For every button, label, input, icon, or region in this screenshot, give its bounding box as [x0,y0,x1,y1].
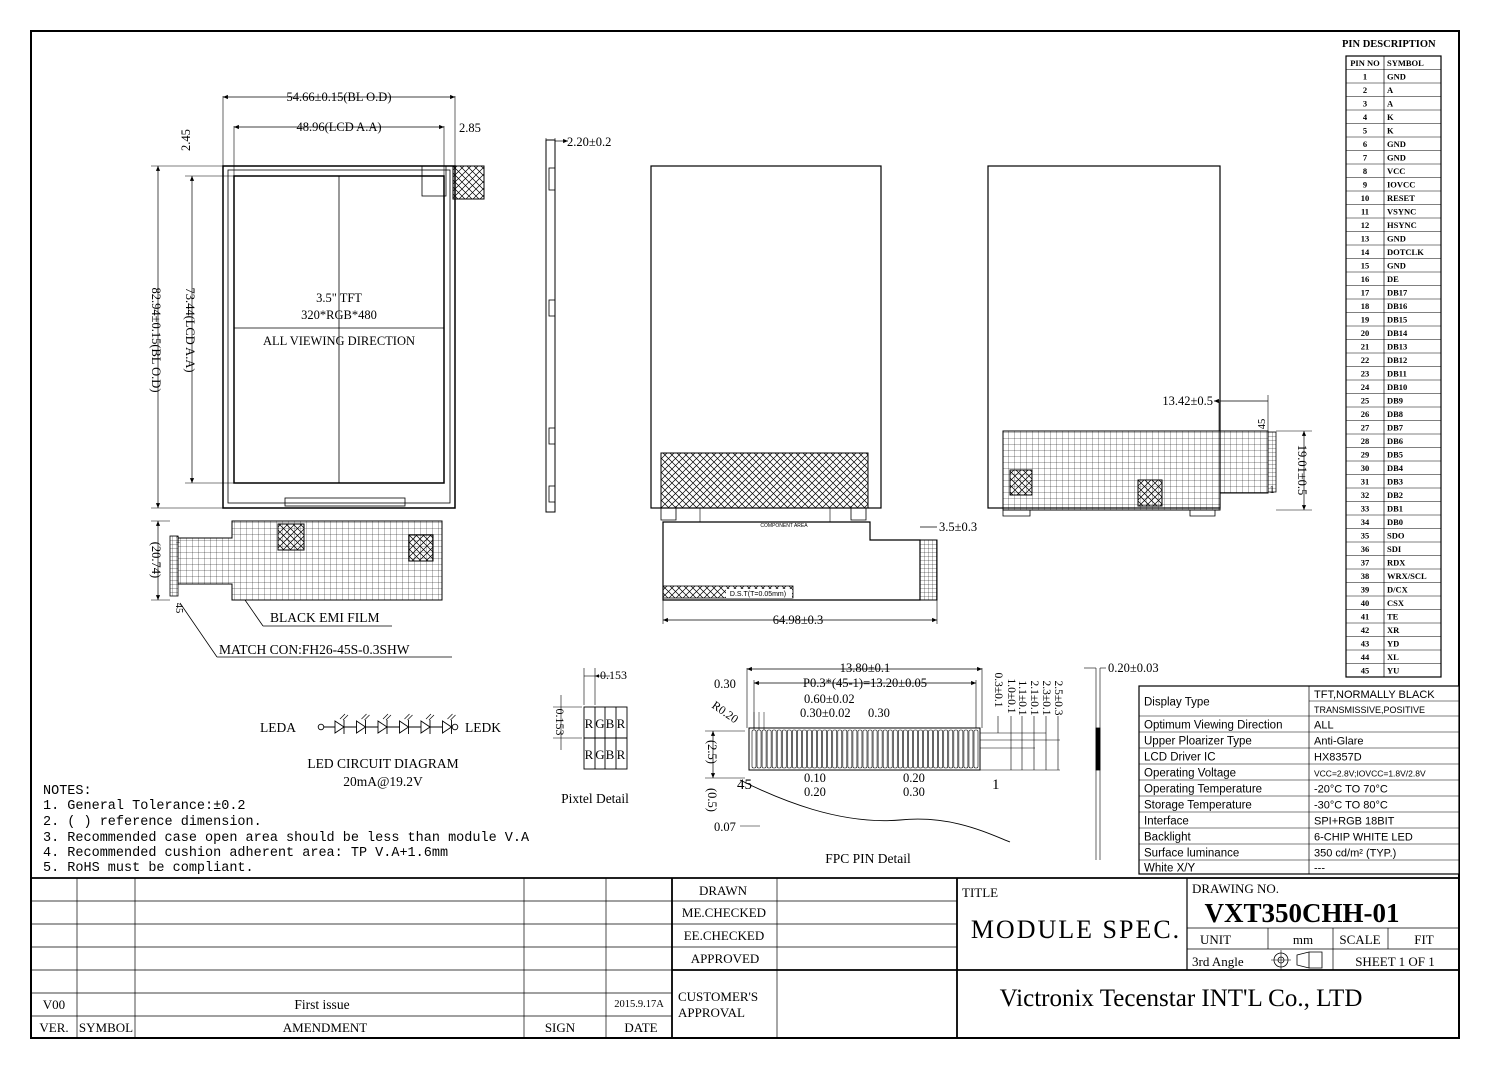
spec-value: SPI+RGB 18BIT [1314,815,1395,828]
pin-number: 20 [1360,328,1370,338]
pixel-dim-h: 0.153 [553,708,567,736]
led-diode-icon [443,714,456,734]
spec-label: Operating Temperature [1144,783,1263,796]
fpc-finger [883,730,887,768]
fpc-v-10: 1.0±0.1 [1005,678,1017,714]
pin-symbol: A [1387,85,1394,95]
pin-symbol: XL [1387,652,1399,662]
pin-symbol: DB7 [1387,422,1404,433]
fpc-dim-total: 13.80±0.1 [839,661,891,675]
pin-symbol: A [1387,98,1394,109]
fpc-dim-thick: 0.20±0.03 [1108,661,1159,675]
fpc-detail-title: FPC PIN Detail [825,851,911,866]
note-2: 2. ( ) reference dimension. [43,815,262,830]
pin-symbol: DB2 [1387,490,1404,500]
pixel-subpixel-bottom [585,747,626,762]
fpc-finger [919,730,923,768]
pin-number: 4 [1362,112,1368,122]
fpc-v-03: 0.3±0.1 [992,672,1004,708]
pin-number: 34 [1360,517,1370,527]
pin-symbol: D/CX [1387,584,1408,595]
fpc-finger [843,730,847,768]
fpc-dim-pitch: P0.3*(45-1)=13.20±0.05 [803,676,927,690]
pin-number: 22 [1360,355,1370,365]
pin-symbol: GND [1387,71,1406,82]
spec-label: Display Type [1144,696,1210,709]
pin-number: 41 [1360,611,1370,622]
pin-symbol: DB17 [1387,287,1408,298]
pin-number: 17 [1360,287,1370,298]
spec-label: Interface [1144,815,1189,828]
dim-rear-height: 19.01±0.5 [1295,444,1309,496]
led-diode-icon [335,714,348,734]
rev-ver: V00 [42,997,66,1012]
fpc-finger [792,730,796,768]
pin-number: 36 [1360,544,1370,554]
header-amendment: AMENDMENT [282,1020,368,1035]
dim-aa-height: 73.44(LCD A.A) [183,287,197,373]
led-cathode-label: LEDK [465,720,501,735]
pin-symbol: GND [1387,233,1406,244]
spec-label: White X/Y [1144,862,1196,875]
pin-number: 23 [1360,368,1370,379]
led-diode-icon [357,714,370,734]
fpc-finger [964,730,968,768]
fpc-dim-r: R0.20 [709,697,742,727]
pin-number: 7 [1362,152,1368,163]
fpc-finger [944,730,948,768]
fpc-pin-1: 1 [992,777,1000,793]
fpc-finger [924,730,928,768]
back-view [651,166,937,624]
pin-symbol: GND [1387,260,1406,271]
pin-symbol: DB15 [1387,314,1408,325]
pin-number: 21 [1360,341,1370,352]
pin-symbol: K [1387,112,1394,122]
pin-number: 33 [1360,503,1370,514]
dst-label: D.S.T(T=0.05mm) [729,591,787,598]
drawn-label: DRAWN [698,883,748,898]
front-pin-45: 45 [173,602,184,614]
led-diode-icon [421,714,434,734]
scale-value: FIT [1414,932,1434,947]
company-name: Victronix Tecenstar INT'L Co., LTD [999,985,1363,1012]
dim-top-offset: 2.45 [179,129,193,151]
pin-symbol: CSX [1387,598,1405,608]
fpc-finger [954,730,958,768]
fpc-finger [934,730,938,768]
header-date: DATE [624,1020,658,1035]
pin-number: 6 [1362,139,1368,149]
panel-resolution-label: 320*RGB*480 [301,308,377,322]
scale-label: SCALE [1339,932,1381,947]
title-label: TITLE [962,885,999,900]
panel-view-label: ALL VIEWING DIRECTION [262,334,416,348]
fpc-finger [913,730,917,768]
pin-symbol: DB0 [1387,517,1404,527]
pin-symbol: VCC [1387,166,1406,176]
pin-number: 5 [1362,125,1368,136]
fpc-finger [767,730,771,768]
pin-number: 13 [1360,233,1370,244]
pin-number: 14 [1360,247,1370,257]
pin-number: 32 [1360,490,1370,500]
fpc-finger [949,730,953,768]
fpc-finger [818,730,822,768]
fpc-dim-25: (2.5) [705,740,719,764]
fpc-finger [762,730,766,768]
fpc-finger [858,730,862,768]
unit-label: UNIT [1200,932,1232,947]
header-ver: VER. [39,1020,69,1035]
note-5: 5. RoHS must be compliant. [43,861,254,876]
subpixel-r2: R [616,716,626,731]
pin-symbol: RESET [1387,193,1415,203]
rear-view [988,166,1312,516]
pin-number: 43 [1360,638,1370,649]
pin-number: 35 [1360,530,1370,541]
pin-number: 31 [1360,476,1370,487]
fpc-dim-010: 0.10 [804,771,826,785]
note-1: 1. General Tolerance:±0.2 [43,799,246,814]
pin-number: 9 [1362,179,1368,190]
fpc-finger [797,730,801,768]
fpc-finger [888,730,892,768]
pin-symbol: DB4 [1387,463,1404,473]
fpc-finger [828,730,832,768]
fpc-finger [782,730,786,768]
fpc-finger [823,730,827,768]
spec-value: Anti-Glare [1314,735,1364,748]
title-value: MODULE SPEC. [970,915,1182,944]
pin-number: 26 [1360,409,1370,419]
pin-table [1346,56,1441,677]
spec-label: Operating Voltage [1144,767,1237,780]
fpc-finger [853,730,857,768]
spec-table [1139,686,1459,875]
component-area-label: COMPONENT AREA [760,523,808,529]
fpc-finger [873,730,877,768]
pin-symbol: DE [1387,274,1399,284]
pin-number: 8 [1362,166,1368,176]
pin-symbol: RDX [1387,557,1406,568]
pin-symbol: DB5 [1387,449,1404,460]
dim-rear-offset: 13.42±0.5 [1162,394,1213,408]
side-view [546,138,568,512]
pin-symbol: DB11 [1387,368,1407,379]
customer-approval-1: CUSTOMER'S [678,989,759,1004]
pixel-dim-w: 0.153 [600,668,627,682]
fpc-finger [929,730,933,768]
fpc-finger [863,730,867,768]
spec-value: -30°C TO 80°C [1314,799,1388,812]
pin-symbol: DB8 [1387,409,1404,419]
spec-label: LCD Driver IC [1144,751,1216,764]
pin-symbol: DB16 [1387,301,1408,311]
pin-symbol: YD [1387,638,1400,649]
pin-symbol: HSYNC [1387,220,1417,230]
pin-number: 42 [1360,625,1370,635]
pin-number: 38 [1360,571,1370,581]
pin-number: 44 [1360,652,1370,662]
dim-fpc-width: 64.98±0.3 [772,613,824,627]
rear-pin-45: 45 [1257,418,1268,430]
callout-connector: MATCH CON:FH26-45S-0.3SHW [219,642,410,657]
fpc-finger [893,730,897,768]
pin-number: 2 [1362,85,1368,95]
pin-symbol: VSYNC [1387,206,1417,217]
dim-tail-height: (20.74) [149,541,163,579]
fpc-v-21: 2.1±0.1 [1028,680,1040,716]
spec-value: VCC=2.8V;IOVCC=1.8V/2.8V [1314,768,1426,779]
panel-size-label: 3.5" TFT [316,291,362,305]
pin-symbol: GND [1387,152,1406,163]
pin-symbol: XR [1387,625,1400,635]
led-anode-label: LEDA [260,720,296,735]
pin-number: 30 [1360,463,1370,473]
front-view [151,96,484,657]
pin-symbol: DB6 [1387,436,1404,446]
pin-number: 18 [1360,301,1370,311]
pixel-detail-title: Pixtel Detail [561,791,629,806]
fpc-dim-020b: 0.20 [903,771,925,785]
spec-label: Optimum Viewing Direction [1144,719,1283,732]
pin-symbol: GND [1387,139,1406,149]
pin-symbol: TE [1387,611,1399,622]
fpc-finger [974,730,978,768]
fpc-finger [969,730,973,768]
notes-title: NOTES: [43,784,92,799]
pin-symbol: DB12 [1387,355,1408,365]
subpixel-r2: R [616,747,626,762]
spec-value: TFT,NORMALLY BLACK [1314,689,1435,701]
pin-number: 12 [1360,220,1370,230]
dim-thickness: 2.20±0.2 [567,135,612,149]
pin-number: 39 [1360,584,1370,595]
pin-number: 28 [1360,436,1370,446]
fpc-finger [808,730,812,768]
pin-symbol: SDO [1387,530,1405,541]
spec-value: ALL [1314,719,1334,732]
header-sign: SIGN [544,1020,576,1035]
pin-number: 10 [1360,193,1370,203]
dim-aa-width: 48.96(LCD A.A) [296,120,382,134]
approval-block [678,883,766,1020]
note-4: 4. Recommended cushion adherent area: TP V.A+1.6mm [43,846,449,861]
pin-symbol: K [1387,125,1394,136]
spec-value: --- [1314,862,1325,875]
pin-table-title: PIN DESCRIPTION [1342,39,1436,50]
fpc-dim-030c: 0.30 [903,785,925,799]
spec-label: Surface luminance [1144,847,1240,860]
pin-symbol: WRX/SCL [1387,571,1427,581]
led-diode-icon [378,714,391,734]
spec-value: -20°C TO 70°C [1314,783,1388,796]
pin-header-no: PIN NO [1350,58,1380,68]
fpc-v-23: 2.3±0.1 [1040,680,1052,716]
pin-number: 45 [1360,665,1370,676]
rear-pin-1: 1 [1269,485,1275,496]
callout-emi: BLACK EMI FILM [270,610,380,625]
fpc-finger [802,730,806,768]
pin-symbol: IOVCC [1387,179,1416,190]
fpc-finger [752,730,756,768]
dim-bl-width: 54.66±0.15(BL O.D) [286,90,392,104]
fpc-finger [878,730,882,768]
pin-symbol: SDI [1387,544,1402,554]
drawing-no: VXT350CHH-01 [1204,898,1400,928]
spec-value-2: TRANSMISSIVE,POSITIVE [1314,705,1426,715]
pin-symbol: DOTCLK [1387,247,1424,257]
subpixel-b: B [605,747,615,762]
fpc-finger [838,730,842,768]
fpc-dim-020a: 0.20 [804,785,826,799]
sheet-label: SHEET 1 OF 1 [1355,954,1435,969]
rev-date: 2015.9.17A [614,999,664,1010]
pin-symbol: DB3 [1387,476,1404,487]
approved-label: APPROVED [690,951,760,966]
pin-number: 29 [1360,449,1370,460]
notes [43,784,530,876]
fpc-v-25: 2.5±0.3 [1052,680,1064,716]
fpc-finger [848,730,852,768]
fpc-finger [777,730,781,768]
subpixel-r: R [584,716,594,731]
fpc-finger [757,730,761,768]
pin-symbol: DB10 [1387,382,1408,392]
led-diagram-title: LED CIRCUIT DIAGRAM [307,756,459,771]
fpc-finger [833,730,837,768]
led-diode-icon [400,714,413,734]
pin-number: 19 [1360,314,1370,325]
fpc-dim-left: 0.30 [714,677,736,691]
pin-number: 15 [1360,260,1370,271]
pin-number: 1 [1362,71,1368,82]
fpc-finger [813,730,817,768]
unit-value: mm [1292,932,1314,947]
dim-fpc-end: 3.5±0.3 [939,520,978,534]
pin-number: 37 [1360,557,1370,568]
fpc-finger [939,730,943,768]
fpc-finger [772,730,776,768]
spec-value: 350 cd/m² (TYP.) [1314,847,1397,860]
me-checked-label: ME.CHECKED [681,905,767,920]
dim-bl-height: 82.94±0.15(BL O.D) [149,287,163,393]
front-pin-1: 1 [175,535,181,546]
fpc-dim-007: 0.07 [714,820,736,834]
drawing-no-label: DRAWING NO. [1192,881,1280,896]
pin-number: 16 [1360,274,1370,284]
fpc-finger [787,730,791,768]
subpixel-r: R [584,747,594,762]
pin-symbol: DB14 [1387,328,1408,338]
fpc-dim-05: (0.5) [705,788,719,812]
spec-label: Upper Ploarizer Type [1144,735,1252,748]
spec-label: Storage Temperature [1144,799,1252,812]
pin-symbol: YU [1387,665,1400,676]
fpc-finger [903,730,907,768]
fpc-v-11: 1.1±0.1 [1016,680,1028,716]
fpc-finger [908,730,912,768]
fpc-pin-45: 45 [737,777,752,793]
pixel-subpixel-top [585,716,626,731]
fpc-finger [868,730,872,768]
pin-number: 40 [1360,598,1370,608]
pin-header-symbol: SYMBOL [1387,58,1424,68]
spec-value: HX8357D [1314,751,1362,764]
fpc-dim-030-pitch: 0.30±0.02 [800,706,851,720]
led-diagram-spec: 20mA@19.2V [343,774,423,789]
pin-number: 24 [1360,382,1370,392]
header-symbol: SYMBOL [78,1020,134,1035]
dim-right-offset: 2.85 [459,121,481,135]
ee-checked-label: EE.CHECKED [683,928,765,943]
pin-number: 11 [1360,206,1370,217]
pin-symbol: DB9 [1387,395,1404,406]
angle-label: 3rd Angle [1192,954,1244,969]
spec-value: 6-CHIP WHITE LED [1314,831,1413,844]
customer-approval-2: APPROVAL [678,1005,745,1020]
led-circuit [318,714,458,734]
note-3: 3. Recommended case open area should be less than module V.A [43,831,530,846]
fpc-dim-030b: 0.30 [868,706,890,720]
spec-label: Backlight [1144,831,1191,844]
pin-symbol: DB13 [1387,341,1408,352]
subpixel-g: G [595,747,605,762]
subpixel-g: G [595,716,605,731]
pin-number: 25 [1360,395,1370,406]
pin-symbol: DB1 [1387,503,1404,514]
fpc-dim-060: 0.60±0.02 [804,692,855,706]
subpixel-b: B [605,716,615,731]
fpc-finger [959,730,963,768]
pin-number: 27 [1360,422,1370,433]
fpc-finger [898,730,902,768]
rev-amendment: First issue [294,997,350,1012]
pin-number: 3 [1362,98,1368,109]
